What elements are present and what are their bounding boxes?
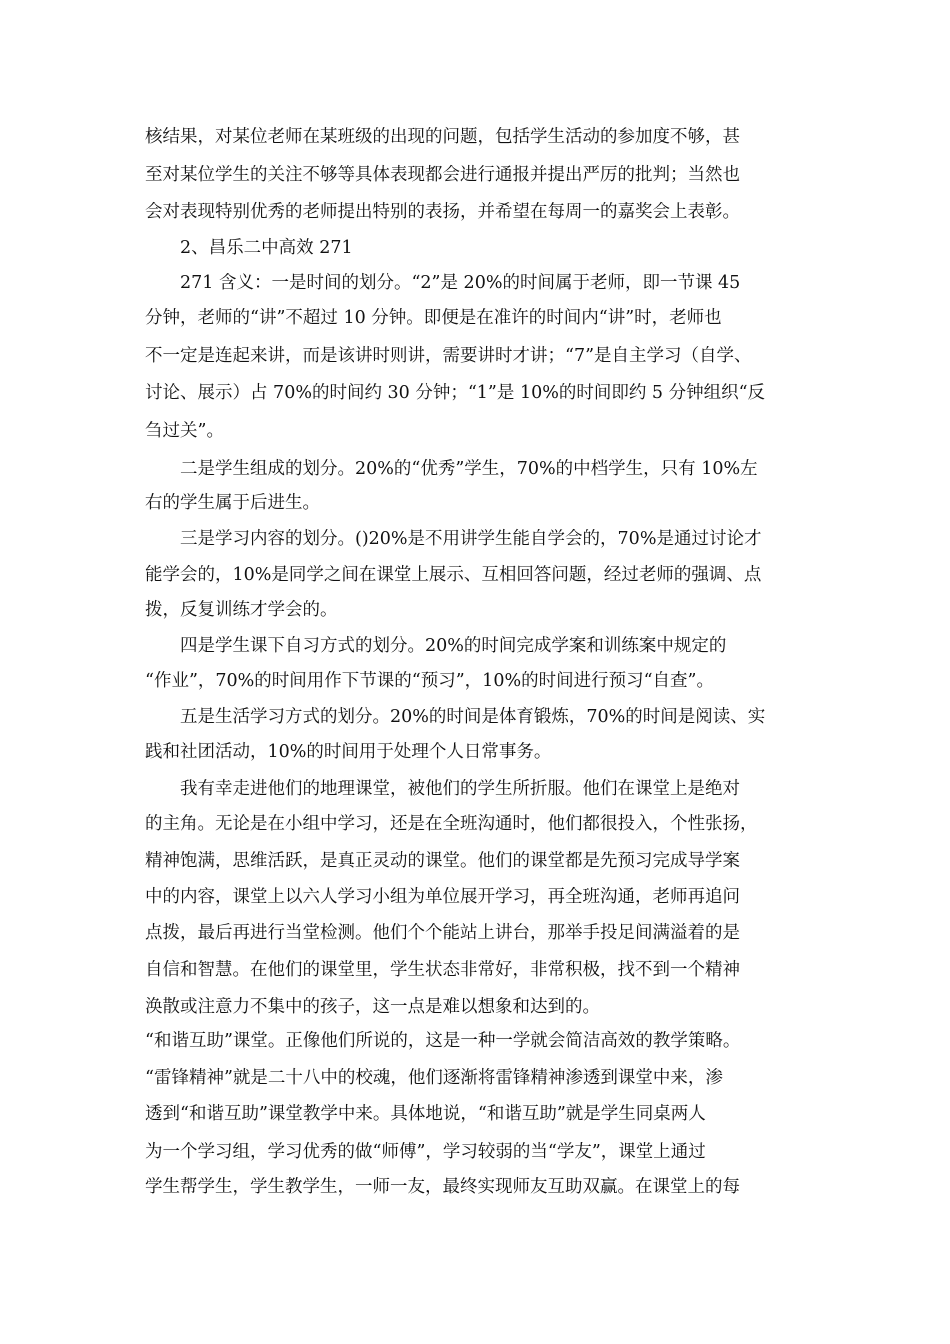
text-line: 中的内容，课堂上以六人学习小组为单位展开学习，再全班沟通，老师再追问 [145,887,740,907]
text-line: 四是学生课下自习方式的划分。20%的时间完成学案和训练案中规定的 [180,636,727,656]
text-line: 点拨，最后再进行当堂检测。他们个个能站上讲台，那举手投足间满溢着的是 [145,923,740,943]
text-line: 271 含义：一是时间的划分。“2”是 20%的时间属于老师，即一节课 45 [180,273,741,293]
text-line: 核结果，对某位老师在某班级的出现的问题，包括学生活动的参加度不够，甚 [145,127,740,147]
text-line: 讨论、展示）占 70%的时间约 30 分钟；“1”是 10%的时间即约 5 分钟组织“反 [145,383,766,403]
text-line: 刍过关”。 [145,421,224,441]
text-line: 二是学生组成的划分。20%的“优秀”学生，70%的中档学生，只有 10%左 [180,459,758,479]
text-line: “雷锋精神”就是二十八中的校魂，他们逐渐将雷锋精神渗透到课堂中来，渗 [145,1068,723,1088]
text-line: 拨，反复训练才学会的。 [145,600,338,620]
text-line: “和谐互助”课堂。正像他们所说的，这是一种一学就会简洁高效的教学策略。 [145,1031,741,1051]
text-line: 会对表现特别优秀的老师提出特别的表扬，并希望在每周一的嘉奖会上表彰。 [145,202,740,222]
text-line: 为一个学习组，学习优秀的做“师傅”，学习较弱的当“学友”，课堂上通过 [145,1142,706,1162]
text-line: 至对某位学生的关注不够等具体表现都会进行通报并提出严厉的批判；当然也 [145,165,740,185]
text-line: 五是生活学习方式的划分。20%的时间是体育锻炼，70%的时间是阅读、实 [180,707,766,727]
text-line: 学生帮学生，学生教学生，一师一友，最终实现师友互助双赢。在课堂上的每 [145,1177,740,1197]
text-line: 涣散或注意力不集中的孩子，这一点是难以想象和达到的。 [145,997,600,1017]
text-line: 右的学生属于后进生。 [145,493,320,513]
text-line: 践和社团活动，10%的时间用于处理个人日常事务。 [145,742,552,762]
text-line: 的主角。无论是在小组中学习，还是在全班沟通时，他们都很投入，个性张扬， [145,814,758,834]
section-heading: 2、昌乐二中高效 271 [180,238,353,258]
text-line: 透到“和谐互助”课堂教学中来。具体地说，“和谐互助”就是学生同桌两人 [145,1104,706,1124]
text-line: 分钟，老师的“讲”不超过 10 分钟。即便是在准许的时间内“讲”时，老师也 [145,308,722,328]
text-line: 不一定是连起来讲，而是该讲时则讲，需要讲时才讲；“7”是自主学习（自学、 [145,346,752,366]
text-line: “作业”，70%的时间用作下节课的“预习”，10%的时间进行预习“自查”。 [145,671,714,691]
text-line: 自信和智慧。在他们的课堂里，学生状态非常好，非常积极，找不到一个精神 [145,960,740,980]
text-line: 我有幸走进他们的地理课堂，被他们的学生所折服。他们在课堂上是绝对 [180,779,740,799]
text-line: 三是学习内容的划分。()20%是不用讲学生能自学会的，70%是通过讨论才 [180,529,762,549]
text-line: 能学会的，10%是同学之间在课堂上展示、互相回答问题，经过老师的强调、点 [145,565,762,585]
text-line: 精神饱满，思维活跃，是真正灵动的课堂。他们的课堂都是先预习完成导学案 [145,851,740,871]
